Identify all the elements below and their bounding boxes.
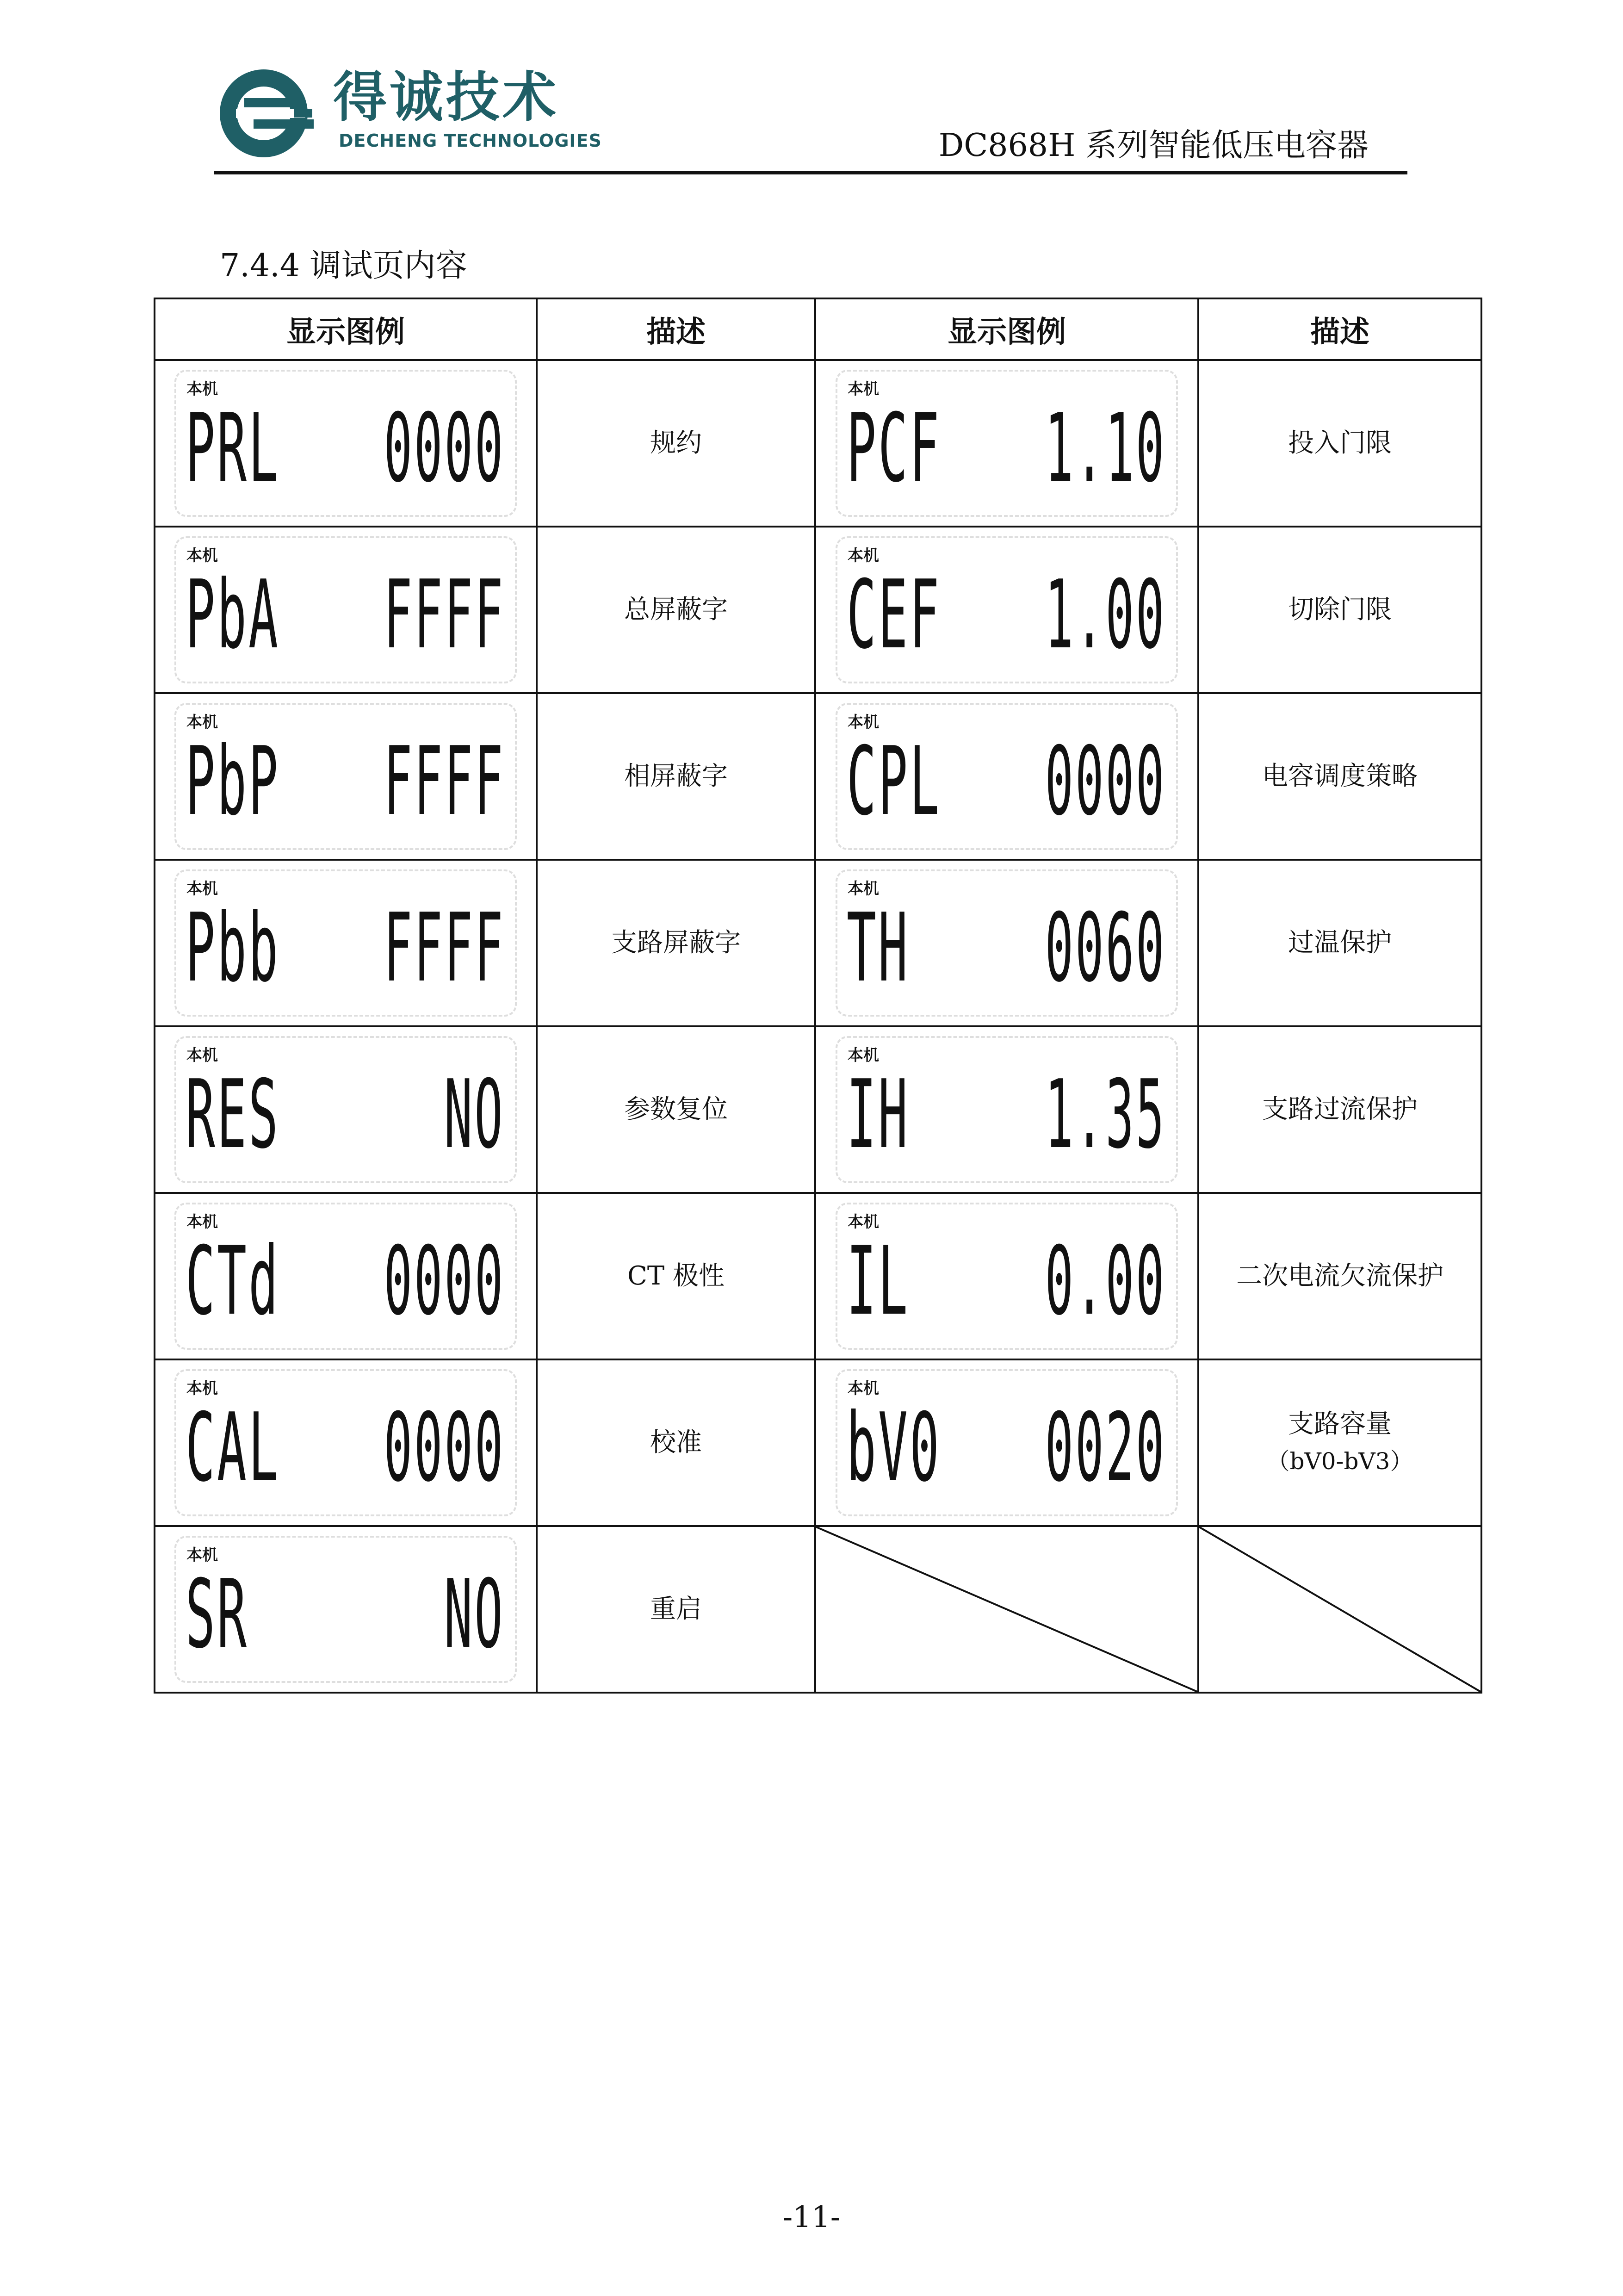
company-name-en: DECHENG TECHNOLOGIES — [339, 130, 602, 151]
lcd-value: FFFF — [384, 560, 505, 670]
lcd-display — [836, 1036, 1178, 1183]
lcd-cell — [815, 693, 1198, 860]
lcd-code: Pbb — [186, 894, 280, 1003]
lcd-cell — [155, 360, 537, 527]
lcd-cell — [815, 527, 1198, 693]
lcd-display — [174, 1369, 517, 1516]
lcd-value: FFFF — [384, 727, 505, 837]
table-row — [155, 1526, 1481, 1693]
lcd-display — [836, 536, 1178, 683]
column-header: 描述 — [1198, 298, 1481, 360]
lcd-cell — [155, 1026, 537, 1193]
lcd-value: FFFF — [384, 894, 505, 1003]
lcd-value: 0.00 — [1045, 1227, 1166, 1336]
empty-cell — [1198, 1526, 1481, 1693]
table-row — [155, 1359, 1481, 1526]
lcd-display — [174, 1036, 517, 1183]
table-row — [155, 693, 1481, 860]
description-cell: 二次电流欠流保护 — [1198, 1193, 1481, 1359]
lcd-code: PbP — [186, 727, 280, 837]
description-cell: 过温保护 — [1198, 860, 1481, 1026]
description-cell: 支路过流保护 — [1198, 1026, 1481, 1193]
lcd-code: RES — [186, 1060, 280, 1170]
table-row — [155, 1193, 1481, 1359]
diagonal-strike — [816, 1527, 1197, 1692]
lcd-value: 1.00 — [1045, 560, 1166, 670]
lcd-tag: 本机 — [186, 1046, 218, 1065]
lcd-tag: 本机 — [186, 1213, 218, 1231]
lcd-display — [836, 1369, 1178, 1516]
lcd-value: 0060 — [1045, 894, 1166, 1003]
lcd-cell — [815, 1193, 1198, 1359]
description-cell: 总屏蔽字 — [537, 527, 815, 693]
lcd-tag: 本机 — [186, 546, 218, 565]
lcd-value: NO — [444, 1060, 505, 1170]
lcd-code: PbA — [186, 560, 280, 670]
description-cell: 相屏蔽字 — [537, 693, 815, 860]
lcd-value: 0000 — [1045, 727, 1166, 837]
description-cell: 重启 — [537, 1526, 815, 1693]
diagonal-strike — [1199, 1527, 1481, 1692]
lcd-display — [174, 536, 517, 683]
lcd-value: 0020 — [1045, 1393, 1166, 1503]
lcd-code: IL — [847, 1227, 910, 1336]
header-divider — [214, 171, 1407, 174]
lcd-display — [836, 1203, 1178, 1350]
lcd-tag: 本机 — [848, 380, 879, 398]
lcd-cell — [815, 1026, 1198, 1193]
description-cell: 规约 — [537, 360, 815, 527]
lcd-cell — [155, 1193, 537, 1359]
debug-page-table — [154, 298, 1482, 1694]
lcd-tag: 本机 — [848, 1379, 879, 1398]
lcd-cell — [155, 1526, 537, 1693]
lcd-cell — [155, 527, 537, 693]
company-name-cn: 得诚技术 — [333, 66, 559, 129]
lcd-display — [174, 370, 517, 517]
decheng-logo-icon — [217, 65, 315, 162]
lcd-display — [836, 370, 1178, 517]
lcd-value: NO — [444, 1560, 505, 1669]
lcd-value: 0000 — [384, 1393, 505, 1503]
page-number: -11- — [782, 2200, 841, 2234]
lcd-code: CEF — [847, 560, 942, 670]
description-text: 支路容量 — [1288, 1409, 1392, 1439]
lcd-display — [174, 1203, 517, 1350]
table-row — [155, 1026, 1481, 1193]
lcd-code: CPL — [847, 727, 942, 837]
lcd-code: CTd — [186, 1227, 280, 1336]
lcd-cell — [155, 693, 537, 860]
lcd-tag: 本机 — [186, 713, 218, 732]
column-header: 显示图例 — [155, 298, 537, 360]
lcd-code: IH — [847, 1060, 910, 1170]
description-cell — [1198, 1359, 1481, 1526]
lcd-display — [174, 1536, 517, 1683]
lcd-cell — [815, 860, 1198, 1026]
column-header: 描述 — [537, 298, 815, 360]
lcd-value: 1.10 — [1045, 394, 1166, 503]
description-cell: 校准 — [537, 1359, 815, 1526]
description-cell: 支路屏蔽字 — [537, 860, 815, 1026]
lcd-tag: 本机 — [848, 880, 879, 898]
lcd-tag: 本机 — [848, 1213, 879, 1231]
lcd-tag: 本机 — [186, 880, 218, 898]
table-row — [155, 360, 1481, 527]
lcd-cell — [815, 360, 1198, 527]
lcd-cell — [155, 1359, 537, 1526]
table-header-row — [155, 298, 1481, 360]
lcd-code: PRL — [186, 394, 280, 503]
lcd-display — [174, 869, 517, 1017]
lcd-display — [836, 703, 1178, 850]
description-cell: 投入门限 — [1198, 360, 1481, 527]
document-title: DC868H 系列智能低压电容器 — [938, 127, 1369, 164]
lcd-display — [836, 869, 1178, 1017]
section-title: 7.4.4 调试页内容 — [220, 248, 467, 284]
description-cell: CT 极性 — [537, 1193, 815, 1359]
lcd-tag: 本机 — [848, 546, 879, 565]
column-header: 显示图例 — [815, 298, 1198, 360]
lcd-code: TH — [847, 894, 910, 1003]
lcd-display — [174, 703, 517, 850]
lcd-code: PCF — [847, 394, 942, 503]
lcd-cell — [155, 860, 537, 1026]
table-row — [155, 527, 1481, 693]
lcd-tag: 本机 — [848, 1046, 879, 1065]
description-cell: 电容调度策略 — [1198, 693, 1481, 860]
table-row — [155, 860, 1481, 1026]
lcd-value: 0000 — [384, 394, 505, 503]
lcd-value: 0000 — [384, 1227, 505, 1336]
description-subtext: （bV0-bV3） — [1266, 1448, 1413, 1475]
lcd-tag: 本机 — [186, 380, 218, 398]
lcd-code: SR — [186, 1560, 249, 1669]
lcd-cell — [815, 1359, 1198, 1526]
empty-cell — [815, 1526, 1198, 1693]
description-cell: 切除门限 — [1198, 527, 1481, 693]
lcd-code: CAL — [186, 1393, 280, 1503]
lcd-tag: 本机 — [186, 1379, 218, 1398]
description-cell: 参数复位 — [537, 1026, 815, 1193]
lcd-tag: 本机 — [848, 713, 879, 732]
lcd-tag: 本机 — [186, 1546, 218, 1564]
lcd-value: 1.35 — [1045, 1060, 1166, 1170]
company-logo — [217, 65, 634, 162]
lcd-code: bV0 — [847, 1393, 942, 1503]
